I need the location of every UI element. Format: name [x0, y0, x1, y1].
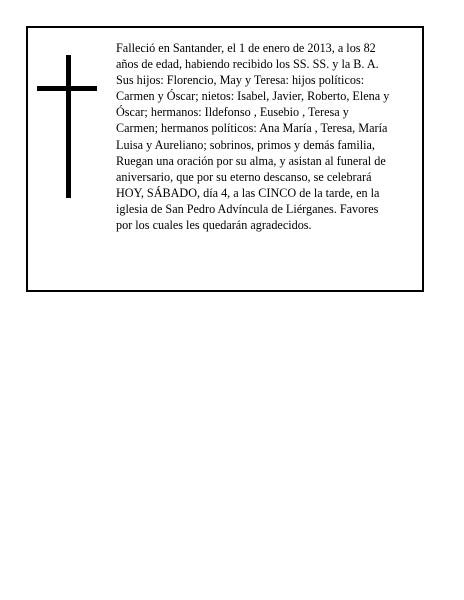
obituary-line: Carmen y Óscar; nietos: Isabel, Javier, Roberto, Elena y: [116, 89, 390, 104]
obituary-line: Sus hijos: Florencio, May y Teresa: hijos políticos:: [116, 73, 365, 88]
obituary-line: Ruegan una oración por su alma, y asistan al funeral de: [116, 153, 386, 168]
obituary-line: Falleció en Santander, el 1 de enero de 2013, a los 82: [116, 41, 376, 55]
obituary-line: por los cuales les quedarán agradecidos.: [116, 218, 312, 233]
obituary-text: [116, 40, 420, 233]
obituary-line: Óscar; hermanos: Ildefonso , Eusebio , Teresa y: [116, 105, 349, 120]
obituary-line: Luisa y Aureliano; sobrinos, primos y demás familia,: [116, 137, 375, 152]
obituary-line: iglesia de San Pedro Advíncula de Liérganes. Favores: [116, 201, 379, 216]
cross-vertical-bar: [66, 55, 71, 198]
obituary-line: Carmen; hermanos políticos: Ana María , Teresa, María: [116, 121, 388, 136]
obituary-line: años de edad, habiendo recibido los SS. SS. y la B. A.: [116, 57, 379, 72]
obituary-notice: [26, 26, 424, 292]
obituary-line: HOY, SÁBADO, día 4, a las CINCO de la tarde, en la: [116, 185, 380, 200]
cross-icon: [37, 55, 97, 198]
obituary-line: aniversario, que por su eterno descanso, se celebrará: [116, 169, 372, 184]
cross-horizontal-bar: [37, 86, 97, 91]
